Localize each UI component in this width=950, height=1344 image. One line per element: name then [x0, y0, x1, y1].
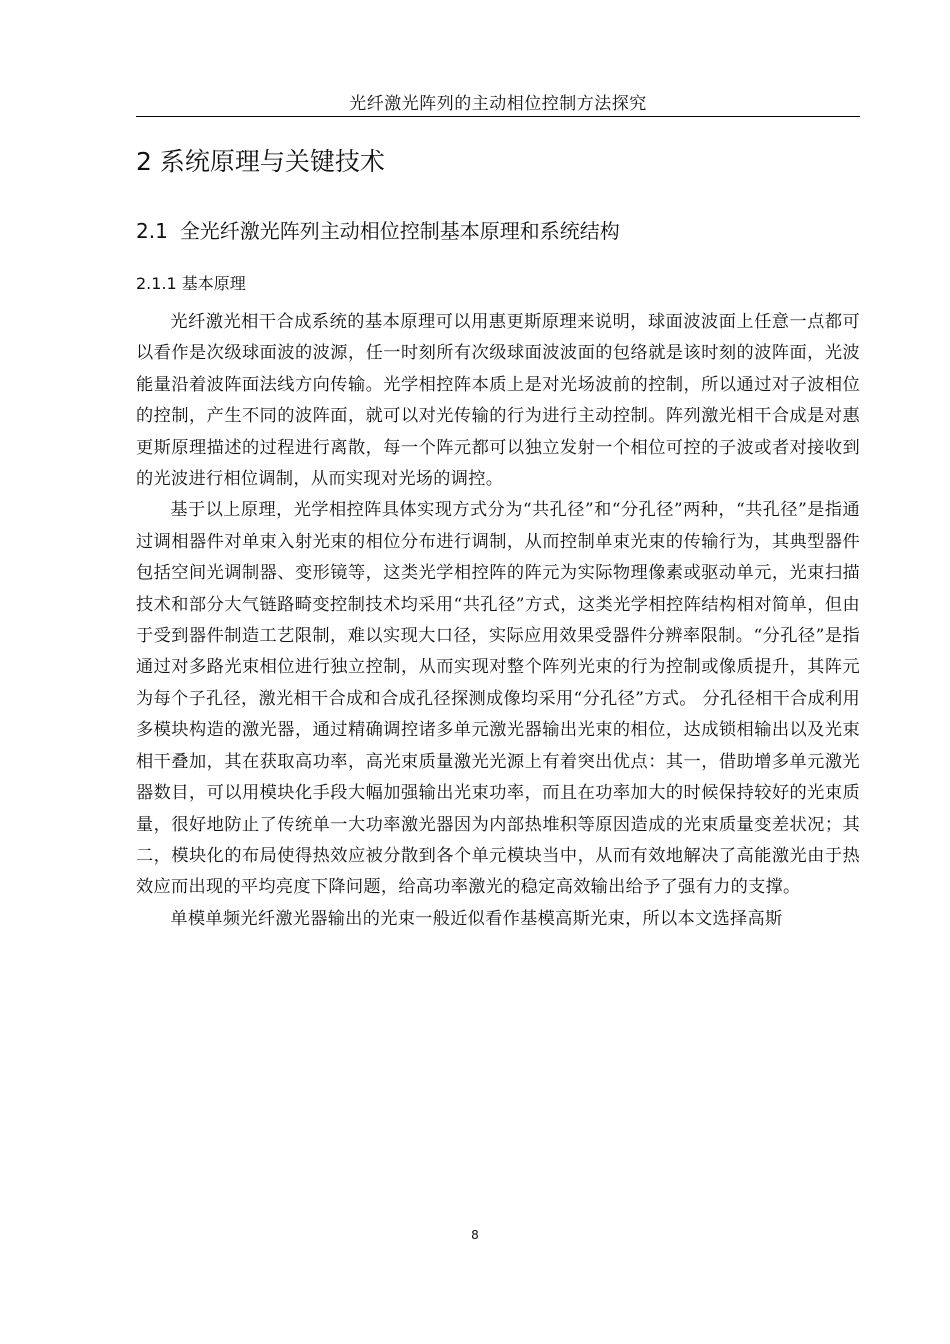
paragraph-3: 单模单频光纤激光器输出的光束一般近似看作基模高斯光束，所以本文选择高斯 [170, 908, 783, 929]
body-text [136, 307, 860, 935]
paragraph-2: 基于以上原理，光学相控阵具体实现方式分为“共孔径”和“分孔径”两种，“共孔径”是指通过调相器件对单束入射光束的相位分布进行调制，从而控制单束光束的传输行为，其典型器件包括空间光调制器、变形镜等，这类光学相控阵的阵元为实际物理像素或驱动单元，光束扫描技术和部分大气链路畸变控制技术均采用“共孔径”方式，这类光学相控阵结构相对简单，但由于受到器件制造工艺限制，难以实现大口径，实际应用效果受器件分辨率限制。“分孔径”是指通过对多路光束相位进行独立控制，从而实现对整个阵列光束的行为控制或像质提升，其阵元为每个子孔径，激光相干合成和合成孔径探测成像均采用“分孔径”方式。 分孔径相干合成利用多模块构造的激光器，通过精确调控诸多单元激光器输出光束的相位，达成锁相输出以及光束相干叠加，其在获取高功率，高光束质量激光光源上有着突出优点：其一，借助增多单元激光器数目，可以用模块化手段大幅加强输出光束功率，而且在功率加大的时候保持较好的光束质量，很好地防止了传统单一大功率激光器因为内部热堆积等原因造成的光束质量变差状况；其二，模块化的布局使得热效应被分散到各个单元模块当中，从而有效地解决了高能激光由于热效应而出现的平均亮度下降问题，给高功率激光的稳定高效输出给予了强有力的支撑。 [136, 500, 860, 898]
running-header: 光纤激光阵列的主动相位控制方法探究 [349, 94, 647, 114]
subsection-title: 2.1.1 基本原理 [136, 274, 246, 293]
section-number: 2.1 [136, 219, 168, 243]
section-title: 全光纤激光阵列主动相位控制基本原理和系统结构 [179, 219, 620, 243]
section-heading [136, 216, 620, 246]
paragraph-1: 光纤激光相干合成系统的基本原理可以用惠更斯原理来说明，球面波波面上任意一点都可以看作是次级球面波的波源，任一时刻所有次级球面波波面的包络就是该时刻的波阵面，光波能量沿着波阵面法线方向传输。光学相控阵本质上是对光场波前的控制，所以通过对子波相位的控制，产生不同的波阵面，就可以对光传输的行为进行主动控制。阵列激光相干合成是对惠更斯原理描述的过程进行离散，每一个阵元都可以独立发射一个相位可控的子波或者对接收到的光波进行相位调制，从而实现对光场的调控。 [136, 312, 860, 490]
chapter-title: 2 系统原理与关键技术 [136, 147, 385, 176]
page-number: 8 [471, 1228, 479, 1242]
header-rule [136, 116, 860, 117]
